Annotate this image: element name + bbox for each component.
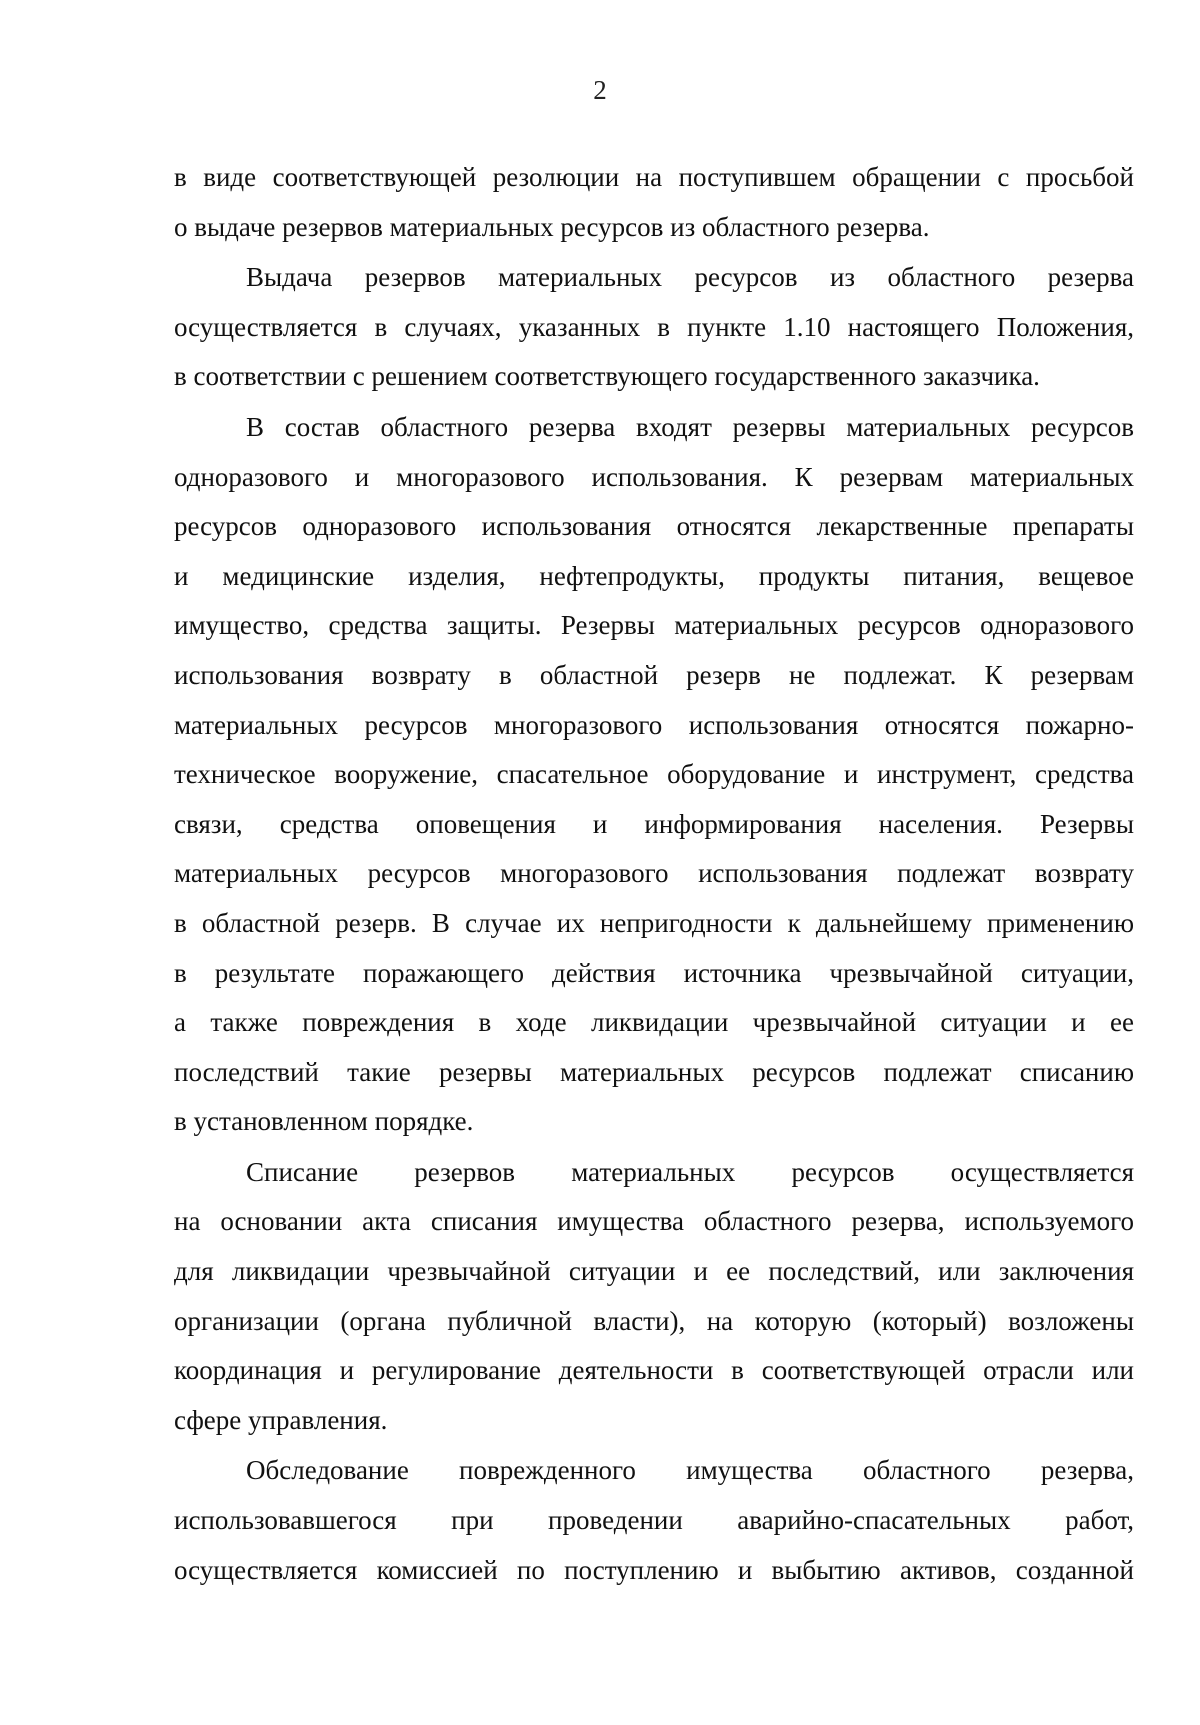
text-line: в соответствии с решением соответствующего государственного заказчика.: [174, 361, 1040, 392]
text-line: Выдача резервов материальных ресурсов из областного резерва: [246, 262, 1134, 293]
text-line: имущество, средства защиты. Резервы материальных ресурсов одноразового: [174, 610, 1134, 641]
text-line: для ликвидации чрезвычайной ситуации и ее последствий, или заключения: [174, 1256, 1134, 1287]
text-line: организации (органа публичной власти), на которую (который) возложены: [174, 1305, 1134, 1336]
paragraph: [174, 1148, 1134, 1446]
text-line: последствий такие резервы материальных ресурсов подлежат списанию: [174, 1056, 1134, 1087]
text-line: связи, средства оповещения и информирования населения. Резервы: [174, 808, 1134, 839]
text-line: одноразового и многоразового использования. К резервам материальных: [174, 461, 1134, 492]
text-line: осуществляется в случаях, указанных в пункте 1.10 настоящего Положения,: [174, 311, 1134, 342]
text-line: материальных ресурсов многоразового использования подлежат возврату: [174, 858, 1134, 889]
text-line: Списание резервов материальных ресурсов осуществляется: [246, 1156, 1134, 1187]
paragraph: [174, 403, 1134, 1147]
text-line: и медицинские изделия, нефтепродукты, продукты питания, вещевое: [174, 560, 1134, 591]
page-number: 2: [593, 75, 607, 105]
text-line: материальных ресурсов многоразового использования относятся пожарно-: [174, 709, 1134, 740]
text-line: использования возврату в областной резерв не подлежат. К резервам: [174, 659, 1134, 690]
text-line: осуществляется комиссией по поступлению и выбытию активов, созданной: [174, 1554, 1134, 1585]
text-line: Обследование поврежденного имущества областного резерва,: [246, 1455, 1134, 1486]
text-line: В состав областного резерва входят резервы материальных ресурсов: [246, 411, 1134, 442]
document-body: [174, 153, 1134, 1595]
text-line: в установленном порядке.: [174, 1106, 474, 1137]
paragraph: [174, 253, 1134, 402]
text-line: о выдаче резервов материальных ресурсов из областного резерва.: [174, 211, 930, 242]
text-line: использовавшегося при проведении аварийно-спасательных работ,: [174, 1505, 1134, 1536]
text-line: на основании акта списания имущества областного резерва, используемого: [174, 1206, 1134, 1237]
text-line: техническое вооружение, спасательное оборудование и инструмент, средства: [174, 759, 1134, 790]
paragraph: [174, 153, 1134, 252]
text-line: в областной резерв. В случае их непригодности к дальнейшему применению: [174, 907, 1134, 938]
paragraph: [174, 1446, 1134, 1595]
text-line: в результате поражающего действия источника чрезвычайной ситуации,: [174, 957, 1134, 988]
text-line: в виде соответствующей резолюции на поступившем обращении с просьбой: [174, 162, 1134, 192]
text-line: а также повреждения в ходе ликвидации чрезвычайной ситуации и ее: [174, 1007, 1134, 1038]
text-line: ресурсов одноразового использования относятся лекарственные препараты: [174, 511, 1134, 542]
text-line: координация и регулирование деятельности в соответствующей отрасли или: [174, 1355, 1134, 1386]
text-line: сфере управления.: [174, 1404, 388, 1435]
